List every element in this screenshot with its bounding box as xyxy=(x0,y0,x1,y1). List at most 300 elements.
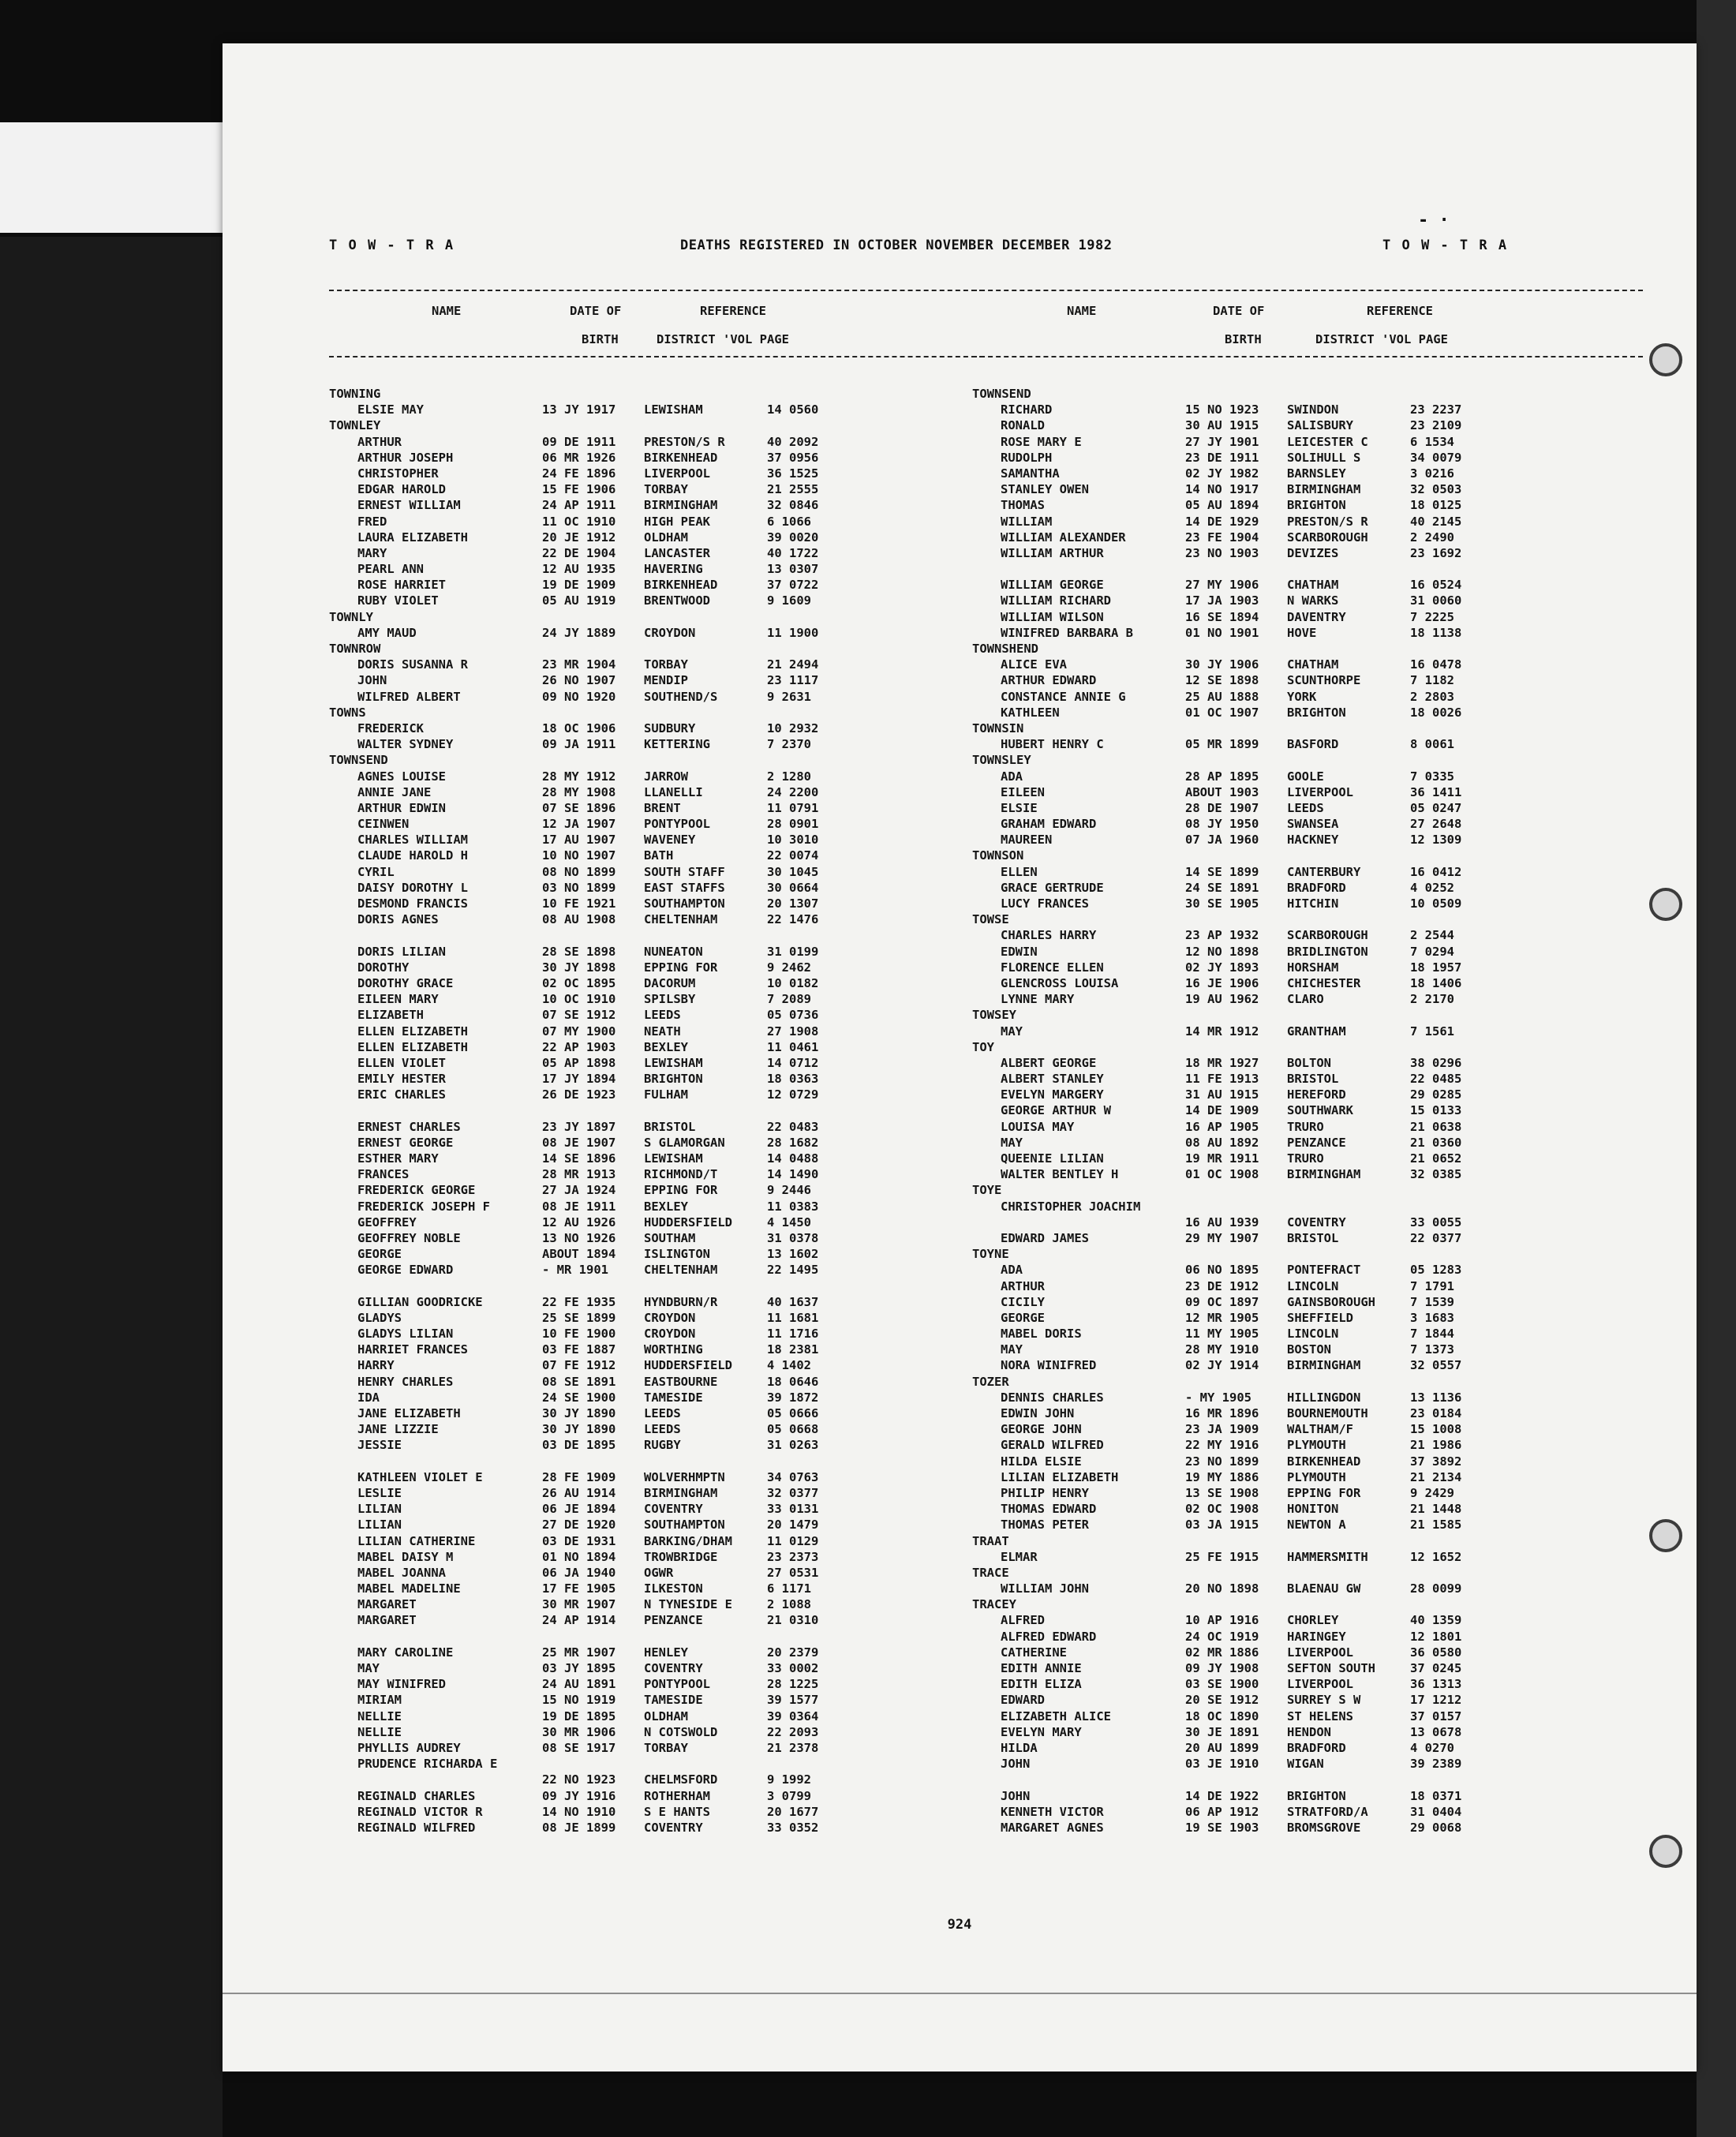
district: LLANELLI xyxy=(644,784,703,799)
entry-row xyxy=(972,1421,1643,1437)
district: ST HELENS xyxy=(1287,1708,1353,1723)
date-of-birth: 12 MR 1905 xyxy=(1185,1310,1259,1325)
volume-page: 21 2494 xyxy=(767,657,819,672)
entry-row xyxy=(329,497,984,513)
entry-row xyxy=(329,1740,984,1756)
date-of-birth: 23 MR 1904 xyxy=(542,657,616,672)
forenames: FREDERICK GEORGE xyxy=(357,1183,476,1198)
entry-row xyxy=(972,1724,1643,1740)
district: WORTHING xyxy=(644,1342,703,1357)
date-of-birth: 15 FE 1906 xyxy=(542,482,616,497)
forenames: ERNEST WILLIAM xyxy=(357,498,461,513)
volume-page: 32 0385 xyxy=(1410,1167,1462,1182)
surname-heading xyxy=(972,911,1643,927)
forenames: ELLEN VIOLET xyxy=(357,1055,446,1070)
forenames: LAURA ELIZABETH xyxy=(357,530,468,545)
header-district-vol-page: DISTRICT 'VOL PAGE xyxy=(657,332,789,346)
district: SOUTHWARK xyxy=(1287,1103,1353,1118)
forenames: WILLIAM GEORGE xyxy=(1001,578,1104,593)
forenames: ELSIE xyxy=(1001,800,1038,815)
entry-row xyxy=(329,1135,984,1151)
entry-row xyxy=(972,816,1643,832)
entry-row xyxy=(329,1756,984,1772)
date-of-birth: 02 JY 1893 xyxy=(1185,960,1259,975)
forenames: ARTHUR JOSEPH xyxy=(357,450,454,465)
district: PLYMOUTH xyxy=(1287,1438,1346,1453)
district: JARROW xyxy=(644,769,688,784)
forenames: ALFRED EDWARD xyxy=(1001,1629,1097,1644)
volume-page: 30 0664 xyxy=(767,880,819,895)
volume-page: 39 2389 xyxy=(1410,1757,1462,1772)
date-of-birth: 12 JA 1907 xyxy=(542,817,616,832)
date-of-birth: 10 NO 1907 xyxy=(542,848,616,863)
entry-row xyxy=(972,625,1643,641)
entry-row xyxy=(329,736,984,752)
volume-page: 22 0485 xyxy=(1410,1072,1462,1087)
district: SWANSEA xyxy=(1287,817,1339,832)
forenames: NELLIE xyxy=(357,1708,402,1723)
date-of-birth: 14 DE 1929 xyxy=(1185,514,1259,529)
date-of-birth: 09 DE 1911 xyxy=(542,434,616,449)
entry-row xyxy=(329,911,984,927)
volume-page: 33 0352 xyxy=(767,1820,819,1835)
forenames: CONSTANCE ANNIE G xyxy=(1001,689,1126,704)
forenames: JANE LIZZIE xyxy=(357,1422,439,1437)
volume-page: 7 0294 xyxy=(1410,944,1454,959)
volume-page: 12 1801 xyxy=(1410,1629,1462,1644)
volume-page: 36 0580 xyxy=(1410,1645,1462,1660)
volume-page: 7 1844 xyxy=(1410,1327,1454,1342)
district: SHEFFIELD xyxy=(1287,1310,1353,1325)
entry-row xyxy=(972,402,1643,417)
volume-page: 7 1791 xyxy=(1410,1278,1454,1293)
district: OGWR xyxy=(644,1565,674,1580)
volume-page: 37 0722 xyxy=(767,578,819,593)
forenames: FREDERICK xyxy=(357,720,424,735)
date-of-birth: 03 FE 1887 xyxy=(542,1342,616,1357)
row-gap xyxy=(329,1454,984,1469)
entry-row xyxy=(972,784,1643,800)
district: LANCASTER xyxy=(644,545,710,560)
volume-page: 21 2134 xyxy=(1410,1469,1462,1484)
date-of-birth: 28 MY 1910 xyxy=(1185,1342,1259,1357)
date-of-birth: 22 MY 1916 xyxy=(1185,1438,1259,1453)
volume-page: 7 1539 xyxy=(1410,1294,1454,1309)
forenames: GEORGE EDWARD xyxy=(357,1263,454,1278)
district: HITCHIN xyxy=(1287,896,1339,911)
forenames: ALBERT STANLEY xyxy=(1001,1072,1104,1087)
entry-row xyxy=(972,672,1643,688)
district: BEXLEY xyxy=(644,1199,688,1214)
register-page xyxy=(223,43,1697,2072)
forenames: REGINALD WILFRED xyxy=(357,1820,476,1835)
date-of-birth: 01 OC 1908 xyxy=(1185,1167,1259,1182)
volume-page: 15 0133 xyxy=(1410,1103,1462,1118)
district: PLYMOUTH xyxy=(1287,1469,1346,1484)
forenames: RUDOLPH xyxy=(1001,450,1053,465)
entry-row xyxy=(972,975,1643,991)
volume-page: 21 1448 xyxy=(1410,1502,1462,1517)
forenames: MARY xyxy=(357,545,387,560)
volume-page: 20 1307 xyxy=(767,896,819,911)
page-title: DEATHS REGISTERED IN OCTOBER NOVEMBER DECEMBER 1982 xyxy=(680,238,1113,253)
forenames: WINIFRED BARBARA B xyxy=(1001,625,1133,640)
volume-page: 7 2225 xyxy=(1410,609,1454,624)
entry-row xyxy=(972,1549,1643,1565)
entry-row xyxy=(329,1708,984,1724)
district: TAMESIDE xyxy=(644,1390,703,1405)
surname: TOZER xyxy=(972,1374,1009,1389)
surname-heading xyxy=(972,1374,1643,1390)
district: MENDIP xyxy=(644,673,688,688)
forenames: EDWIN JOHN xyxy=(1001,1406,1075,1420)
date-of-birth: 07 MY 1900 xyxy=(542,1024,616,1039)
index-range-right: T O W - T R A xyxy=(1382,238,1509,253)
volume-page: 6 1171 xyxy=(767,1581,811,1596)
entry-row xyxy=(329,864,984,880)
forenames: LUCY FRANCES xyxy=(1001,896,1089,911)
surname: TOWNLEY xyxy=(329,418,381,433)
date-of-birth: 08 SE 1917 xyxy=(542,1740,616,1755)
volume-page: 40 1359 xyxy=(1410,1613,1462,1628)
volume-page: 4 1450 xyxy=(767,1214,811,1229)
volume-page: 39 1872 xyxy=(767,1390,819,1405)
forenames: ROSE MARY E xyxy=(1001,434,1082,449)
entry-row xyxy=(329,1230,984,1246)
entry-row xyxy=(329,1119,984,1135)
entry-row xyxy=(329,481,984,497)
volume-page: 9 1609 xyxy=(767,593,811,608)
header-reference: REFERENCE xyxy=(700,304,766,318)
volume-page: 39 0020 xyxy=(767,530,819,545)
date-of-birth: 16 SE 1894 xyxy=(1185,609,1259,624)
volume-page: 3 1683 xyxy=(1410,1310,1454,1325)
district: SOUTHAMPTON xyxy=(644,1518,725,1533)
volume-page: 31 0060 xyxy=(1410,593,1462,608)
district: LINCOLN xyxy=(1287,1327,1339,1342)
forenames: CHRISTOPHER JOACHIM xyxy=(1001,1199,1141,1214)
entry-row xyxy=(972,1262,1643,1278)
district: LIVERPOOL xyxy=(1287,1645,1353,1660)
surname-heading xyxy=(972,641,1643,657)
volume-page: 21 0360 xyxy=(1410,1135,1462,1150)
surname-heading xyxy=(972,752,1643,768)
date-of-birth: 24 FE 1896 xyxy=(542,466,616,481)
surname-heading xyxy=(972,386,1643,402)
forenames: MAY WINIFRED xyxy=(357,1677,446,1692)
forenames: EVELYN MARY xyxy=(1001,1724,1082,1739)
district: EPPING FOR xyxy=(1287,1485,1361,1500)
volume-page: 40 2145 xyxy=(1410,514,1462,529)
entry-row xyxy=(972,1119,1643,1135)
page-number: 924 xyxy=(947,1917,972,1933)
volume-page: 2 2544 xyxy=(1410,928,1454,943)
volume-page: 28 1682 xyxy=(767,1135,819,1150)
district: BIRMINGHAM xyxy=(1287,1358,1361,1373)
header-birth: BIRTH xyxy=(1225,332,1262,346)
forenames: MABEL JOANNA xyxy=(357,1565,446,1580)
entry-row xyxy=(329,561,984,577)
entry-row xyxy=(329,593,984,608)
entry-row xyxy=(329,1342,984,1357)
district: EAST STAFFS xyxy=(644,880,725,895)
volume-page: 7 1373 xyxy=(1410,1342,1454,1357)
forenames: GEOFFREY xyxy=(357,1214,417,1229)
date-of-birth: 05 MR 1899 xyxy=(1185,737,1259,752)
district: PENZANCE xyxy=(1287,1135,1346,1150)
district: CHELTENHAM xyxy=(644,1263,718,1278)
forenames: EMILY HESTER xyxy=(357,1072,446,1087)
forenames: ANNIE JANE xyxy=(357,784,432,799)
district: BIRMINGHAM xyxy=(1287,482,1361,497)
volume-page: 6 1066 xyxy=(767,514,811,529)
date-of-birth: 30 AU 1915 xyxy=(1185,418,1259,433)
date-of-birth: 20 NO 1898 xyxy=(1185,1581,1259,1596)
forenames: EDGAR HAROLD xyxy=(357,482,446,497)
entry-row xyxy=(329,1182,984,1198)
date-of-birth: 19 DE 1909 xyxy=(542,578,616,593)
entry-row xyxy=(972,991,1643,1007)
surname-heading xyxy=(329,752,984,768)
forenames: ELLEN ELIZABETH xyxy=(357,1039,468,1054)
header-reference: REFERENCE xyxy=(1367,304,1433,318)
forenames: FREDERICK JOSEPH F xyxy=(357,1199,490,1214)
entry-row xyxy=(972,1581,1643,1596)
district: N COTSWOLD xyxy=(644,1724,718,1739)
surname-heading xyxy=(329,609,984,625)
date-of-birth: 10 FE 1900 xyxy=(542,1327,616,1342)
forenames: PEARL ANN xyxy=(357,562,424,577)
volume-page: 22 0377 xyxy=(1410,1230,1462,1245)
entry-row xyxy=(329,1405,984,1421)
entry-row xyxy=(329,769,984,784)
forenames: NELLIE xyxy=(357,1724,402,1739)
forenames: ADA xyxy=(1001,769,1023,784)
binder-hole xyxy=(1649,343,1682,376)
district: LEWISHAM xyxy=(644,402,703,417)
entry-row xyxy=(972,545,1643,561)
forenames: WILLIAM ALEXANDER xyxy=(1001,530,1126,545)
forenames: QUEENIE LILIAN xyxy=(1001,1151,1104,1166)
volume-page: 22 0074 xyxy=(767,848,819,863)
entry-row xyxy=(329,991,984,1007)
surname-heading xyxy=(972,1039,1643,1055)
forenames: DENNIS CHARLES xyxy=(1001,1390,1104,1405)
entry-row xyxy=(329,1596,984,1612)
date-of-birth: 20 AU 1899 xyxy=(1185,1740,1259,1755)
date-of-birth: 09 OC 1897 xyxy=(1185,1294,1259,1309)
entry-row xyxy=(329,530,984,545)
forenames: LOUISA MAY xyxy=(1001,1119,1075,1134)
volume-page: 20 1479 xyxy=(767,1518,819,1533)
entry-row xyxy=(329,1214,984,1230)
entry-row xyxy=(329,1246,984,1262)
date-of-birth: 28 MY 1908 xyxy=(542,784,616,799)
district: TORBAY xyxy=(644,1740,688,1755)
date-of-birth: 03 DE 1931 xyxy=(542,1533,616,1548)
district: WOLVERHMPTN xyxy=(644,1469,725,1484)
date-of-birth: 05 AU 1919 xyxy=(542,593,616,608)
surname-heading xyxy=(329,641,984,657)
scan-edge xyxy=(1697,0,1736,2137)
entry-row xyxy=(972,1692,1643,1708)
forenames: CICILY xyxy=(1001,1294,1045,1309)
entry-row xyxy=(972,593,1643,608)
district: PONTEFRACT xyxy=(1287,1263,1361,1278)
forenames: LILIAN xyxy=(357,1502,402,1517)
district: EPPING FOR xyxy=(644,960,718,975)
date-of-birth: 24 AU 1891 xyxy=(542,1677,616,1692)
forenames: NORA WINIFRED xyxy=(1001,1358,1097,1373)
table-header xyxy=(972,290,1643,357)
volume-page: 6 1534 xyxy=(1410,434,1454,449)
entry-row xyxy=(972,497,1643,513)
entry-row xyxy=(329,1357,984,1373)
entry-row xyxy=(329,1676,984,1692)
scan-margin-light xyxy=(0,122,223,233)
district: SUDBURY xyxy=(644,720,696,735)
entry-row xyxy=(329,1517,984,1533)
forenames: ERIC CHARLES xyxy=(357,1087,446,1102)
forenames: RICHARD xyxy=(1001,402,1053,417)
volume-page: 33 0055 xyxy=(1410,1214,1462,1229)
district: LEICESTER C xyxy=(1287,434,1368,449)
entry-row xyxy=(329,800,984,816)
volume-page: 7 1182 xyxy=(1410,673,1454,688)
volume-page: 23 0184 xyxy=(1410,1406,1462,1420)
date-of-birth: 14 NO 1910 xyxy=(542,1804,616,1819)
date-of-birth: 05 AU 1894 xyxy=(1185,498,1259,513)
volume-page: 9 2429 xyxy=(1410,1485,1454,1500)
forenames: GLADYS xyxy=(357,1310,402,1325)
entry-row xyxy=(329,1374,984,1390)
entry-row xyxy=(972,530,1643,545)
forenames: MABEL DORIS xyxy=(1001,1327,1082,1342)
entry-row xyxy=(329,1055,984,1071)
row-gap xyxy=(972,1772,1643,1787)
volume-page: 39 0364 xyxy=(767,1708,819,1723)
forenames: MAY xyxy=(1001,1024,1023,1039)
date-of-birth: 23 JA 1909 xyxy=(1185,1422,1259,1437)
volume-page: 12 0729 xyxy=(767,1087,819,1102)
entry-row xyxy=(972,1517,1643,1533)
forenames: MARY CAROLINE xyxy=(357,1645,454,1660)
date-of-birth: 08 JE 1911 xyxy=(542,1199,616,1214)
district: EASTBOURNE xyxy=(644,1374,718,1389)
district: LIVERPOOL xyxy=(1287,784,1353,799)
date-of-birth: 02 JY 1982 xyxy=(1185,466,1259,481)
entry-row xyxy=(972,689,1643,705)
entry-row xyxy=(329,832,984,848)
forenames: HILDA ELSIE xyxy=(1001,1454,1082,1469)
entry-row xyxy=(329,577,984,593)
forenames: MAY xyxy=(357,1661,380,1675)
forenames: WILFRED ALBERT xyxy=(357,689,461,704)
volume-page: 21 2378 xyxy=(767,1740,819,1755)
date-of-birth: 13 JY 1917 xyxy=(542,402,616,417)
row-gap xyxy=(329,1102,984,1118)
entry-row xyxy=(329,975,984,991)
entry-row xyxy=(329,944,984,960)
date-of-birth: 03 SE 1900 xyxy=(1185,1677,1259,1692)
surname-heading xyxy=(972,1533,1643,1549)
entry-row xyxy=(329,1485,984,1501)
district: BRENT xyxy=(644,800,681,815)
volume-page: 05 0736 xyxy=(767,1008,819,1023)
district: HONITON xyxy=(1287,1502,1339,1517)
forenames: WILLIAM ARTHUR xyxy=(1001,545,1104,560)
district: BIRMINGHAM xyxy=(644,1485,718,1500)
district: GOOLE xyxy=(1287,769,1324,784)
surname: TOWNLY xyxy=(329,609,373,624)
volume-page: 3 0799 xyxy=(767,1788,811,1803)
entry-row xyxy=(972,705,1643,720)
volume-page: 21 1585 xyxy=(1410,1518,1462,1533)
surname: TOWSE xyxy=(972,912,1009,927)
stray-mark: - · xyxy=(1418,211,1450,230)
date-of-birth: 20 SE 1912 xyxy=(1185,1693,1259,1708)
volume-page: 31 0378 xyxy=(767,1230,819,1245)
volume-page: 18 0125 xyxy=(1410,498,1462,513)
entry-row xyxy=(329,1788,984,1804)
entry-row xyxy=(972,1342,1643,1357)
district: BRIDLINGTON xyxy=(1287,944,1368,959)
volume-page: 7 2370 xyxy=(767,737,811,752)
entry-row xyxy=(972,1294,1643,1310)
entry-row xyxy=(329,689,984,705)
date-of-birth: 24 SE 1900 xyxy=(542,1390,616,1405)
forenames: KATHLEEN VIOLET E xyxy=(357,1469,483,1484)
entry-row xyxy=(972,944,1643,960)
row-gap xyxy=(329,1629,984,1645)
surname: TOWNING xyxy=(329,387,381,401)
date-of-birth: - MR 1901 xyxy=(542,1263,608,1278)
date-of-birth: 17 FE 1905 xyxy=(542,1581,616,1596)
entry-row xyxy=(329,545,984,561)
forenames: REGINALD CHARLES xyxy=(357,1788,476,1803)
volume-page: 12 1652 xyxy=(1410,1549,1462,1564)
surname: TOYNE xyxy=(972,1247,1009,1262)
date-of-birth: 02 OC 1895 xyxy=(542,975,616,990)
entry-continuation xyxy=(329,1772,984,1787)
date-of-birth: 30 SE 1905 xyxy=(1185,896,1259,911)
surname: TOWNSLEY xyxy=(972,753,1031,768)
date-of-birth: 14 DE 1922 xyxy=(1185,1788,1259,1803)
district: BATH xyxy=(644,848,674,863)
volume-page: 28 0901 xyxy=(767,817,819,832)
district: PONTYPOOL xyxy=(644,1677,710,1692)
date-of-birth: 22 DE 1904 xyxy=(542,545,616,560)
date-of-birth: 09 JY 1916 xyxy=(542,1788,616,1803)
entry-row xyxy=(972,1310,1643,1326)
forenames: MAY xyxy=(1001,1135,1023,1150)
volume-page: 20 1677 xyxy=(767,1804,819,1819)
district: SOUTHAMPTON xyxy=(644,896,725,911)
forenames: FRANCES xyxy=(357,1167,410,1182)
date-of-birth: 15 NO 1919 xyxy=(542,1693,616,1708)
volume-page: 31 0199 xyxy=(767,944,819,959)
date-of-birth: 22 NO 1923 xyxy=(542,1772,616,1787)
forenames: ELIZABETH xyxy=(357,1008,424,1023)
volume-page: 11 0383 xyxy=(767,1199,819,1214)
volume-page: 7 1561 xyxy=(1410,1024,1454,1039)
date-of-birth: 10 AP 1916 xyxy=(1185,1613,1259,1628)
date-of-birth: 12 AU 1926 xyxy=(542,1214,616,1229)
forenames: FRED xyxy=(357,514,387,529)
forenames: JOHN xyxy=(1001,1788,1031,1803)
entry-row xyxy=(972,1357,1643,1373)
volume-page: 31 0404 xyxy=(1410,1804,1462,1819)
